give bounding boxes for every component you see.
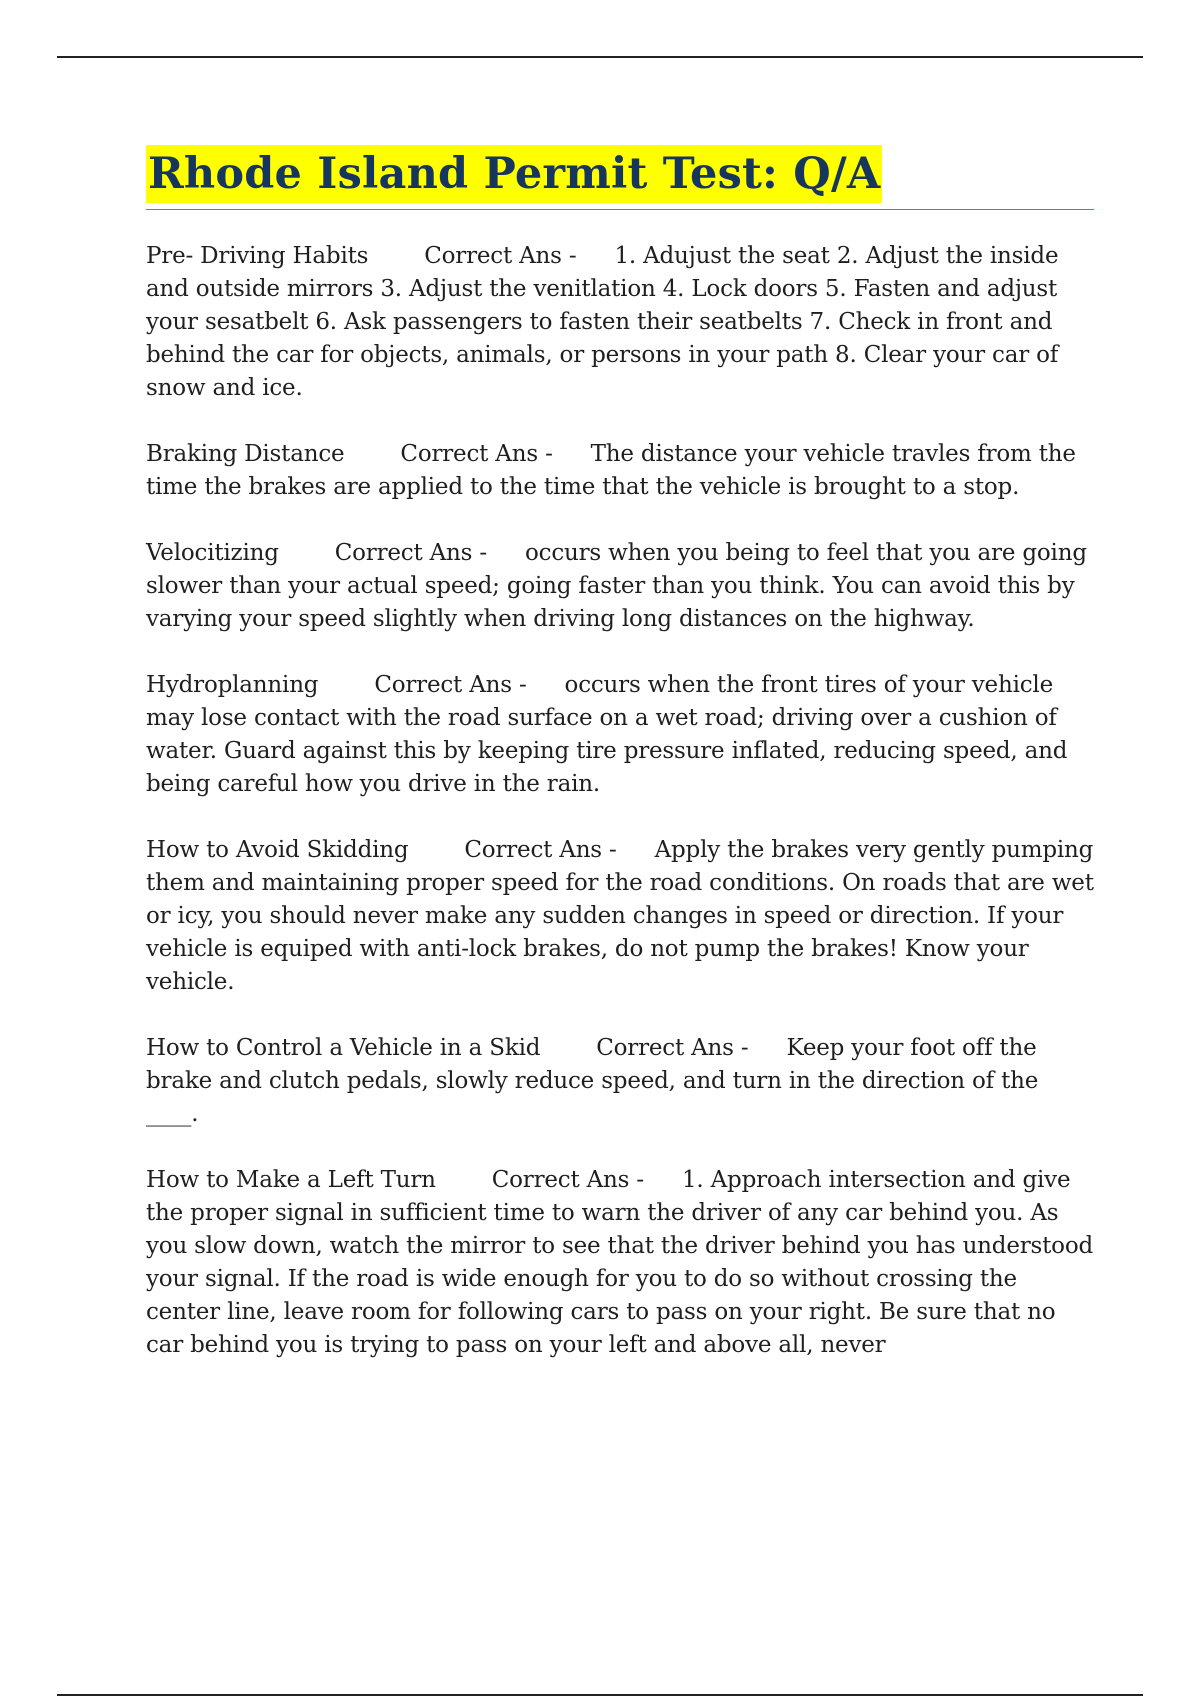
answer-dash: - xyxy=(636,1167,644,1193)
correct-ans-label: Correct Ans xyxy=(464,837,602,863)
answer-dash: - xyxy=(609,837,617,863)
qa-answer: occurs when the front tires of your vehicle may lose contact with the road surface on a wet road; driving over a cushion of water. Guard against this by keeping tire pressure inflated, reducing speed, and being careful how you drive in the rain. xyxy=(146,672,1068,797)
correct-ans-label: Correct Ans xyxy=(334,540,473,566)
qa-item xyxy=(146,537,1094,636)
answer-dash: - xyxy=(479,540,487,566)
document-body xyxy=(146,145,1094,1395)
title-block xyxy=(146,145,1094,210)
qa-answer: 1. Adujust the seat 2. Adjust the inside and outside mirrors 3. Adjust the venitlation 4. Lock doors 5. Fasten and adjust your sesatbelt 6. Ask passengers to fasten their seatbelts 7. Check in front and behind the car for objects, animals, or persons in your path 8. Clear your car of snow and ice. xyxy=(146,243,1059,401)
answer-dash: - xyxy=(518,672,527,698)
qa-item xyxy=(146,240,1094,405)
qa-item xyxy=(146,1164,1094,1362)
qa-answer: Keep your foot off the brake and clutch pedals, slowly reduce speed, and turn in the direction of the ____. xyxy=(146,1035,1039,1127)
qa-list xyxy=(146,240,1094,1362)
correct-ans-label: Correct Ans xyxy=(491,1167,630,1193)
qa-term: How to Avoid Skidding xyxy=(146,837,409,863)
correct-ans-label: Correct Ans xyxy=(424,243,562,269)
qa-answer: occurs when you being to feel that you are going slower than your actual speed; going faster than you think. You can avoid this by varying your speed slightly when driving long distances on the highway. xyxy=(146,540,1087,632)
qa-term: Braking Distance xyxy=(146,441,345,467)
qa-item xyxy=(146,834,1094,999)
qa-answer: 1. Approach intersection and give the proper signal in sufficient time to warn the driver of any car behind you. As you slow down, watch the mirror to see that the driver behind you has understood your signal. If the road is wide enough for you to do so without crossing the center line, leave room for following cars to pass on your right. Be sure that no car behind you is trying to pass on your left and above all, never xyxy=(146,1167,1093,1358)
answer-dash: - xyxy=(740,1035,749,1061)
document-title: Rhode Island Permit Test: Q/A xyxy=(146,145,882,203)
page-top-rule xyxy=(57,56,1143,58)
qa-term: How to Control a Vehicle in a Skid xyxy=(146,1035,541,1061)
qa-answer: The distance your vehicle travles from the time the brakes are applied to the time that the vehicle is brought to a stop. xyxy=(146,441,1076,500)
qa-answer: Apply the brakes very gently pumping them and maintaining proper speed for the road conditions. On roads that are wet or icy, you should never make any sudden changes in speed or direction. If your vehicle is equiped with anti-lock brakes, do not pump the brakes! Know your vehicle. xyxy=(146,837,1094,995)
qa-term: Velocitizing xyxy=(146,540,279,566)
answer-dash: - xyxy=(568,243,577,269)
answer-dash: - xyxy=(545,441,553,467)
correct-ans-label: Correct Ans xyxy=(374,672,512,698)
qa-term: How to Make a Left Turn xyxy=(146,1167,436,1193)
qa-item xyxy=(146,1032,1094,1131)
page-bottom-rule xyxy=(57,1694,1143,1696)
qa-item xyxy=(146,669,1094,801)
qa-term: Pre- Driving Habits xyxy=(146,243,369,269)
correct-ans-label: Correct Ans xyxy=(596,1035,734,1061)
qa-term: Hydroplanning xyxy=(146,672,319,698)
qa-item xyxy=(146,438,1094,504)
correct-ans-label: Correct Ans xyxy=(400,441,538,467)
